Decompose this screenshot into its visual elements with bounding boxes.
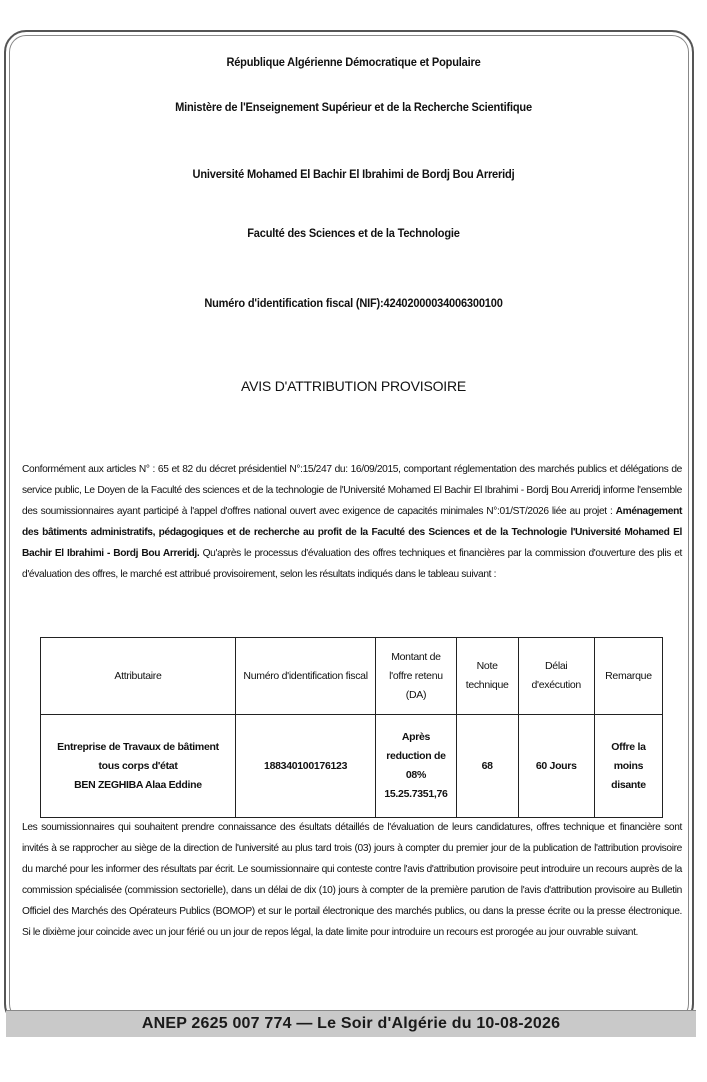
header-nif: Numéro d'identification fiscal xyxy=(235,638,375,715)
header-nif: Numéro d'identification fiscal (NIF):4240200003400630010​0 xyxy=(204,296,503,310)
remarque-line-3: disante xyxy=(611,778,646,791)
intro-text-1: Conformément aux articles N° : 65 et 82 du décret présidentiel N°:15/247 du: 16/09/2015, comportant réglementation des marchés publics et délégations de service public, Le Doyen de la Faculté des sciences et de la technologie de l'Université Mohamed El Bachir El Ibrahimi - Bordj Bou Arreridj informe l'ensemble des soumissionnaires ayant participé à l'appel d'offres national ouvert avec exigence de capacités minimales N°:01/ST/2026 liée au projet : xyxy=(22,464,682,517)
attributaire-line-2: tous corps d'état xyxy=(98,759,178,772)
outro-paragraph: Les soumissionnaires qui souhaitent prendre connaissance des ésultats détaillés de l'évaluation de leurs candidatures, offres technique et financière sont invités à se rapprocher au siège de la direction de l'université au plus tard trois (03) jours à compter du premier jour de la publication de l'attribution provisoire du marché pour les informer des résultats par écrit. Le soumissionnaire qui conteste contre l'avis d'attribution provisoire peut introduire un recours auprès de la commission spécialisée (commission sectorielle), dans un délai de dix (10) jours à compter de la première parution de l'avis d'attribution provisoire au Bulletin Officiel des Marchés des Opérateurs Publics (BOMOP) et sur le portail électronique des marchés publics, ou dans la presse écrite ou la presse électronique. Si le dixième jour coincide avec un jour férié ou un jour de repos légal, la date limite pour introduire un recours est prorogée au jour ouvrable suivant. xyxy=(22,822,682,938)
header-attributaire: Attributaire xyxy=(41,638,236,715)
results-table xyxy=(40,637,663,818)
cell-remarque xyxy=(594,715,662,818)
cell-note: 68 xyxy=(456,715,518,818)
attributaire-line-3: BEN ZEGHIBA Alaa Eddine xyxy=(74,778,202,791)
intro-text-2: Qu'après le processus d'évaluation des offres techniques et financières par la commission d'ouverture des plis et d'évaluation des offres, le marché est attribué provisoirement, selon les résultats indiqués dans le tableau suivant : xyxy=(22,548,682,580)
header-ministry: Ministère de l'Enseignement Supérieur et de la Recherche Scientifique xyxy=(175,100,532,114)
header-delai: Délai d'exécution xyxy=(518,638,594,715)
header-faculty: Faculté des Sciences et de la Technologie xyxy=(247,226,460,240)
table-header-row xyxy=(41,638,663,715)
header-montant: Montant de l'offre retenu (DA) xyxy=(376,638,456,715)
intro-paragraph xyxy=(22,459,682,585)
montant-line-2: reduction de xyxy=(386,750,446,762)
table-row xyxy=(41,715,663,818)
header-remarque: Remarque xyxy=(594,638,662,715)
montant-line-3: 08% xyxy=(405,769,427,781)
cell-nif: 188340100176123 xyxy=(235,715,375,818)
header-note: Note technique xyxy=(456,638,518,715)
remarque-line-2: moins xyxy=(613,759,644,772)
attributaire-line-1: Entreprise de Travaux de bâtiment xyxy=(57,740,219,753)
cell-attributaire xyxy=(41,715,236,818)
header-university: Université Mohamed El Bachir El Ibrahimi de Bordj Bou Arreridj xyxy=(192,167,515,181)
notice-title: AVIS D'ATTRIBUTION PROVISOIRE xyxy=(240,378,467,394)
montant-line-1: Après xyxy=(401,731,431,743)
cell-montant xyxy=(376,715,456,818)
remarque-line-1: Offre la xyxy=(611,740,646,753)
project-name: Aménagement des bâtiments administratifs, pédagogiques et de recherche au profit de la Faculté des Sciences et de la Technologie l'Université Mohamed El Bachir El Ibrahimi - Bordj Bou Arreridj. xyxy=(22,506,682,559)
header-republic: République Algérienne Démocratique et Populaire xyxy=(226,55,481,69)
publication-footer: ANEP 2625 007 774 — Le Soir d'Algérie du 10-08-2026 xyxy=(6,1010,696,1037)
cell-delai: 60 Jours xyxy=(518,715,594,818)
montant-line-4: 15.25.7351,76 xyxy=(384,788,448,800)
